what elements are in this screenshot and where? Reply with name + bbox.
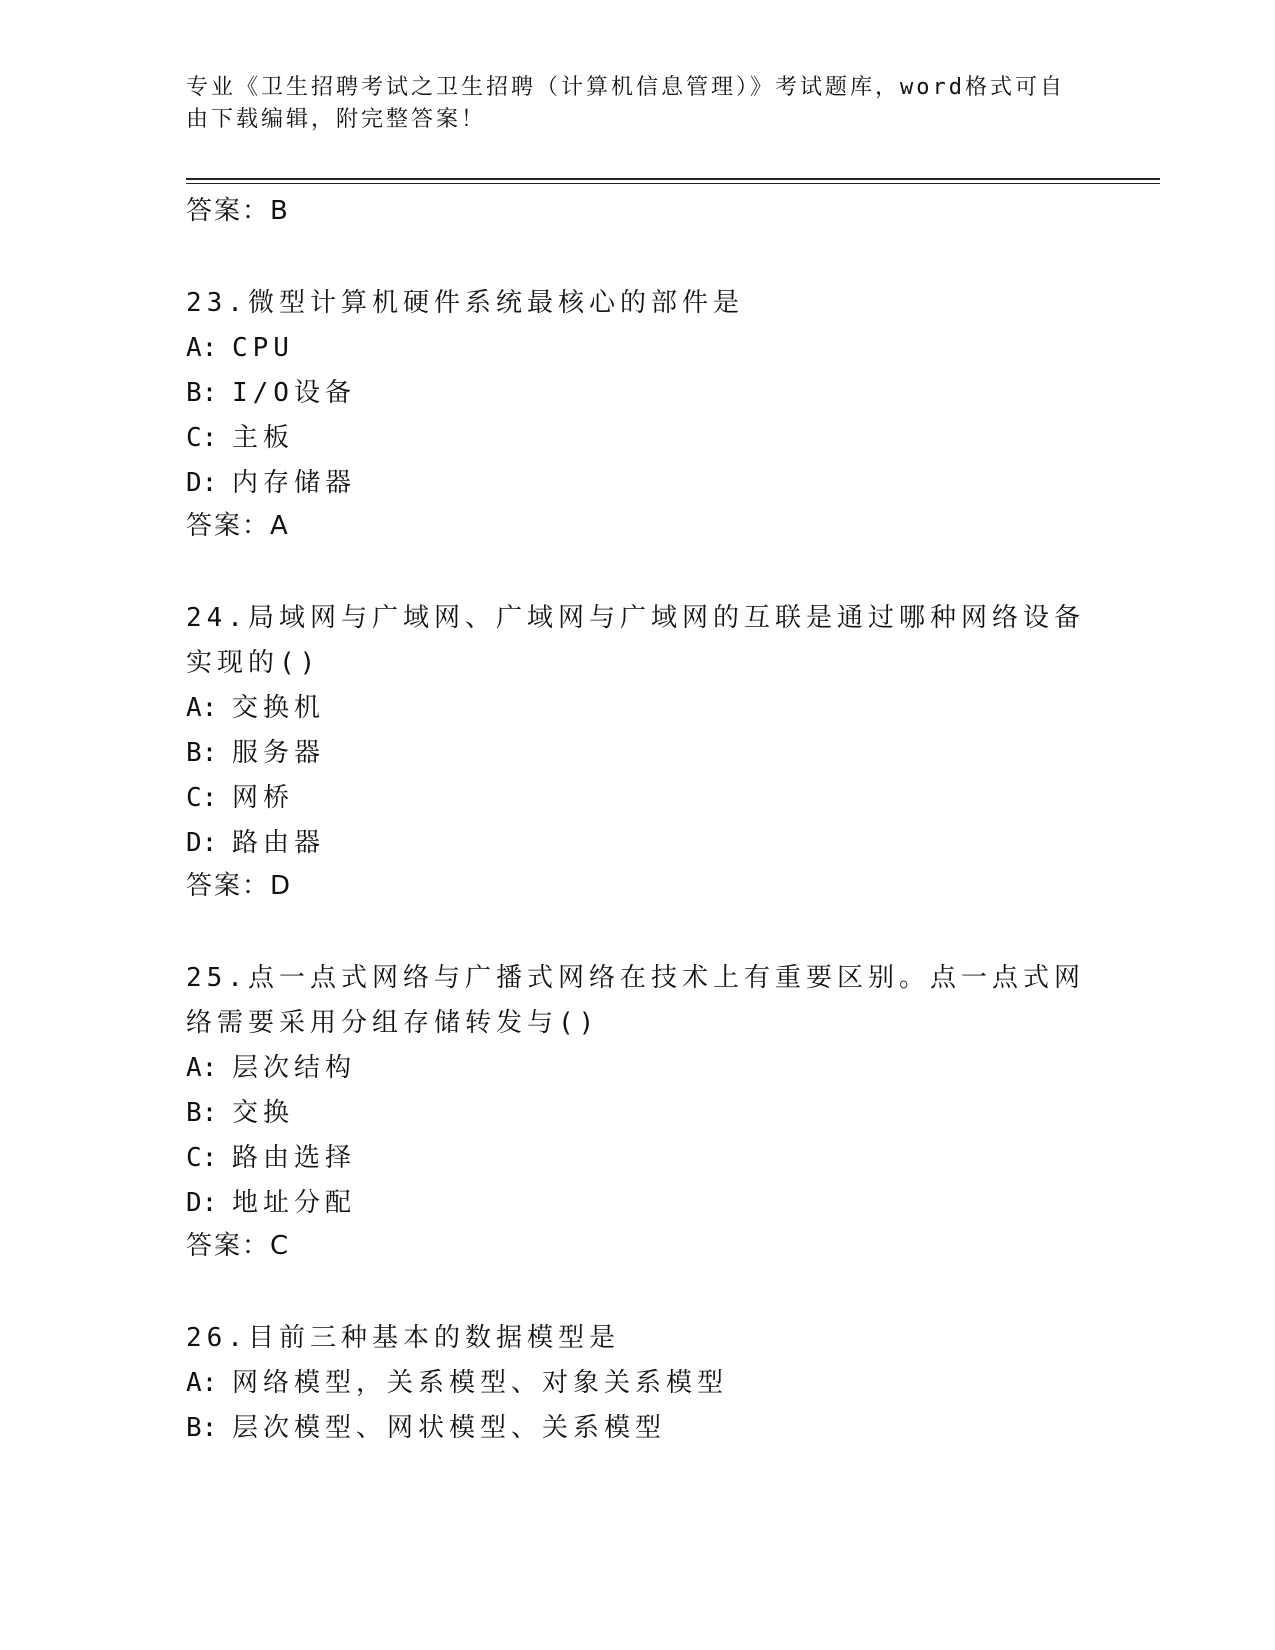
option-a	[186, 326, 1086, 371]
option-text: 路由选择	[232, 1143, 357, 1173]
question-block	[186, 596, 1086, 911]
option-c	[186, 776, 1086, 821]
option-text: 层次结构	[232, 1053, 357, 1083]
option-label: B:	[186, 378, 218, 408]
question-list	[186, 191, 1086, 1451]
option-label: D:	[186, 468, 218, 498]
document-header: 专业《卫生招聘考试之卫生招聘（计算机信息管理）》考试题库，word格式可自由下载编辑，附完整答案！	[186, 75, 1065, 132]
question-block	[186, 956, 1086, 1271]
option-d	[186, 1181, 1086, 1226]
option-text: I/O设备	[232, 378, 356, 408]
option-text: 网络模型，关系模型、对象关系模型	[232, 1368, 729, 1398]
option-label: C:	[186, 423, 218, 453]
option-text: 交换	[232, 1098, 295, 1128]
option-label: A:	[186, 693, 218, 723]
option-text: 路由器	[232, 828, 326, 858]
option-d	[186, 821, 1086, 866]
option-label: B:	[186, 1098, 218, 1128]
option-a	[186, 686, 1086, 731]
option-text: 地址分配	[232, 1188, 357, 1218]
question-text: 23.微型计算机硬件系统最核心的部件是	[186, 288, 744, 318]
answer-line: 答案：A	[186, 511, 290, 541]
option-a	[186, 1361, 1086, 1406]
option-b	[186, 731, 1086, 776]
option-label: D:	[186, 1188, 218, 1218]
option-c	[186, 416, 1086, 461]
option-label: C:	[186, 1143, 218, 1173]
question-text: 26.目前三种基本的数据模型是	[186, 1323, 620, 1353]
option-label: D:	[186, 828, 218, 858]
option-text: 内存储器	[232, 468, 357, 498]
option-b	[186, 371, 1086, 416]
option-text: 层次模型、网状模型、关系模型	[232, 1413, 667, 1443]
option-text: 主板	[232, 423, 295, 453]
header-divider	[186, 178, 1160, 180]
option-label: B:	[186, 738, 218, 768]
option-text: 服务器	[232, 738, 326, 768]
answer-line: 答案：B	[186, 196, 290, 226]
option-d	[186, 461, 1086, 506]
answer-line: 答案：D	[186, 871, 293, 901]
option-a	[186, 1046, 1086, 1091]
answer-line: 答案：C	[186, 1231, 291, 1261]
question-block	[186, 1316, 1086, 1451]
question-text: 25.点一点式网络与广播式网络在技术上有重要区别。点一点式网络需要采用分组存储转发与()	[186, 963, 1085, 1038]
question-block	[186, 281, 1086, 551]
question-text: 24.局域网与广域网、广域网与广域网的互联是通过哪种网络设备实现的()	[186, 603, 1085, 678]
option-label: A:	[186, 1053, 218, 1083]
option-label: A:	[186, 333, 218, 363]
option-b	[186, 1091, 1086, 1136]
option-c	[186, 1136, 1086, 1181]
option-b	[186, 1406, 1086, 1451]
option-label: C:	[186, 783, 218, 813]
option-label: B:	[186, 1413, 218, 1443]
option-text: 交换机	[232, 693, 326, 723]
option-text: 网桥	[232, 783, 295, 813]
option-label: A:	[186, 1368, 218, 1398]
option-text: CPU	[232, 333, 294, 363]
header-divider-thin	[186, 183, 1160, 184]
